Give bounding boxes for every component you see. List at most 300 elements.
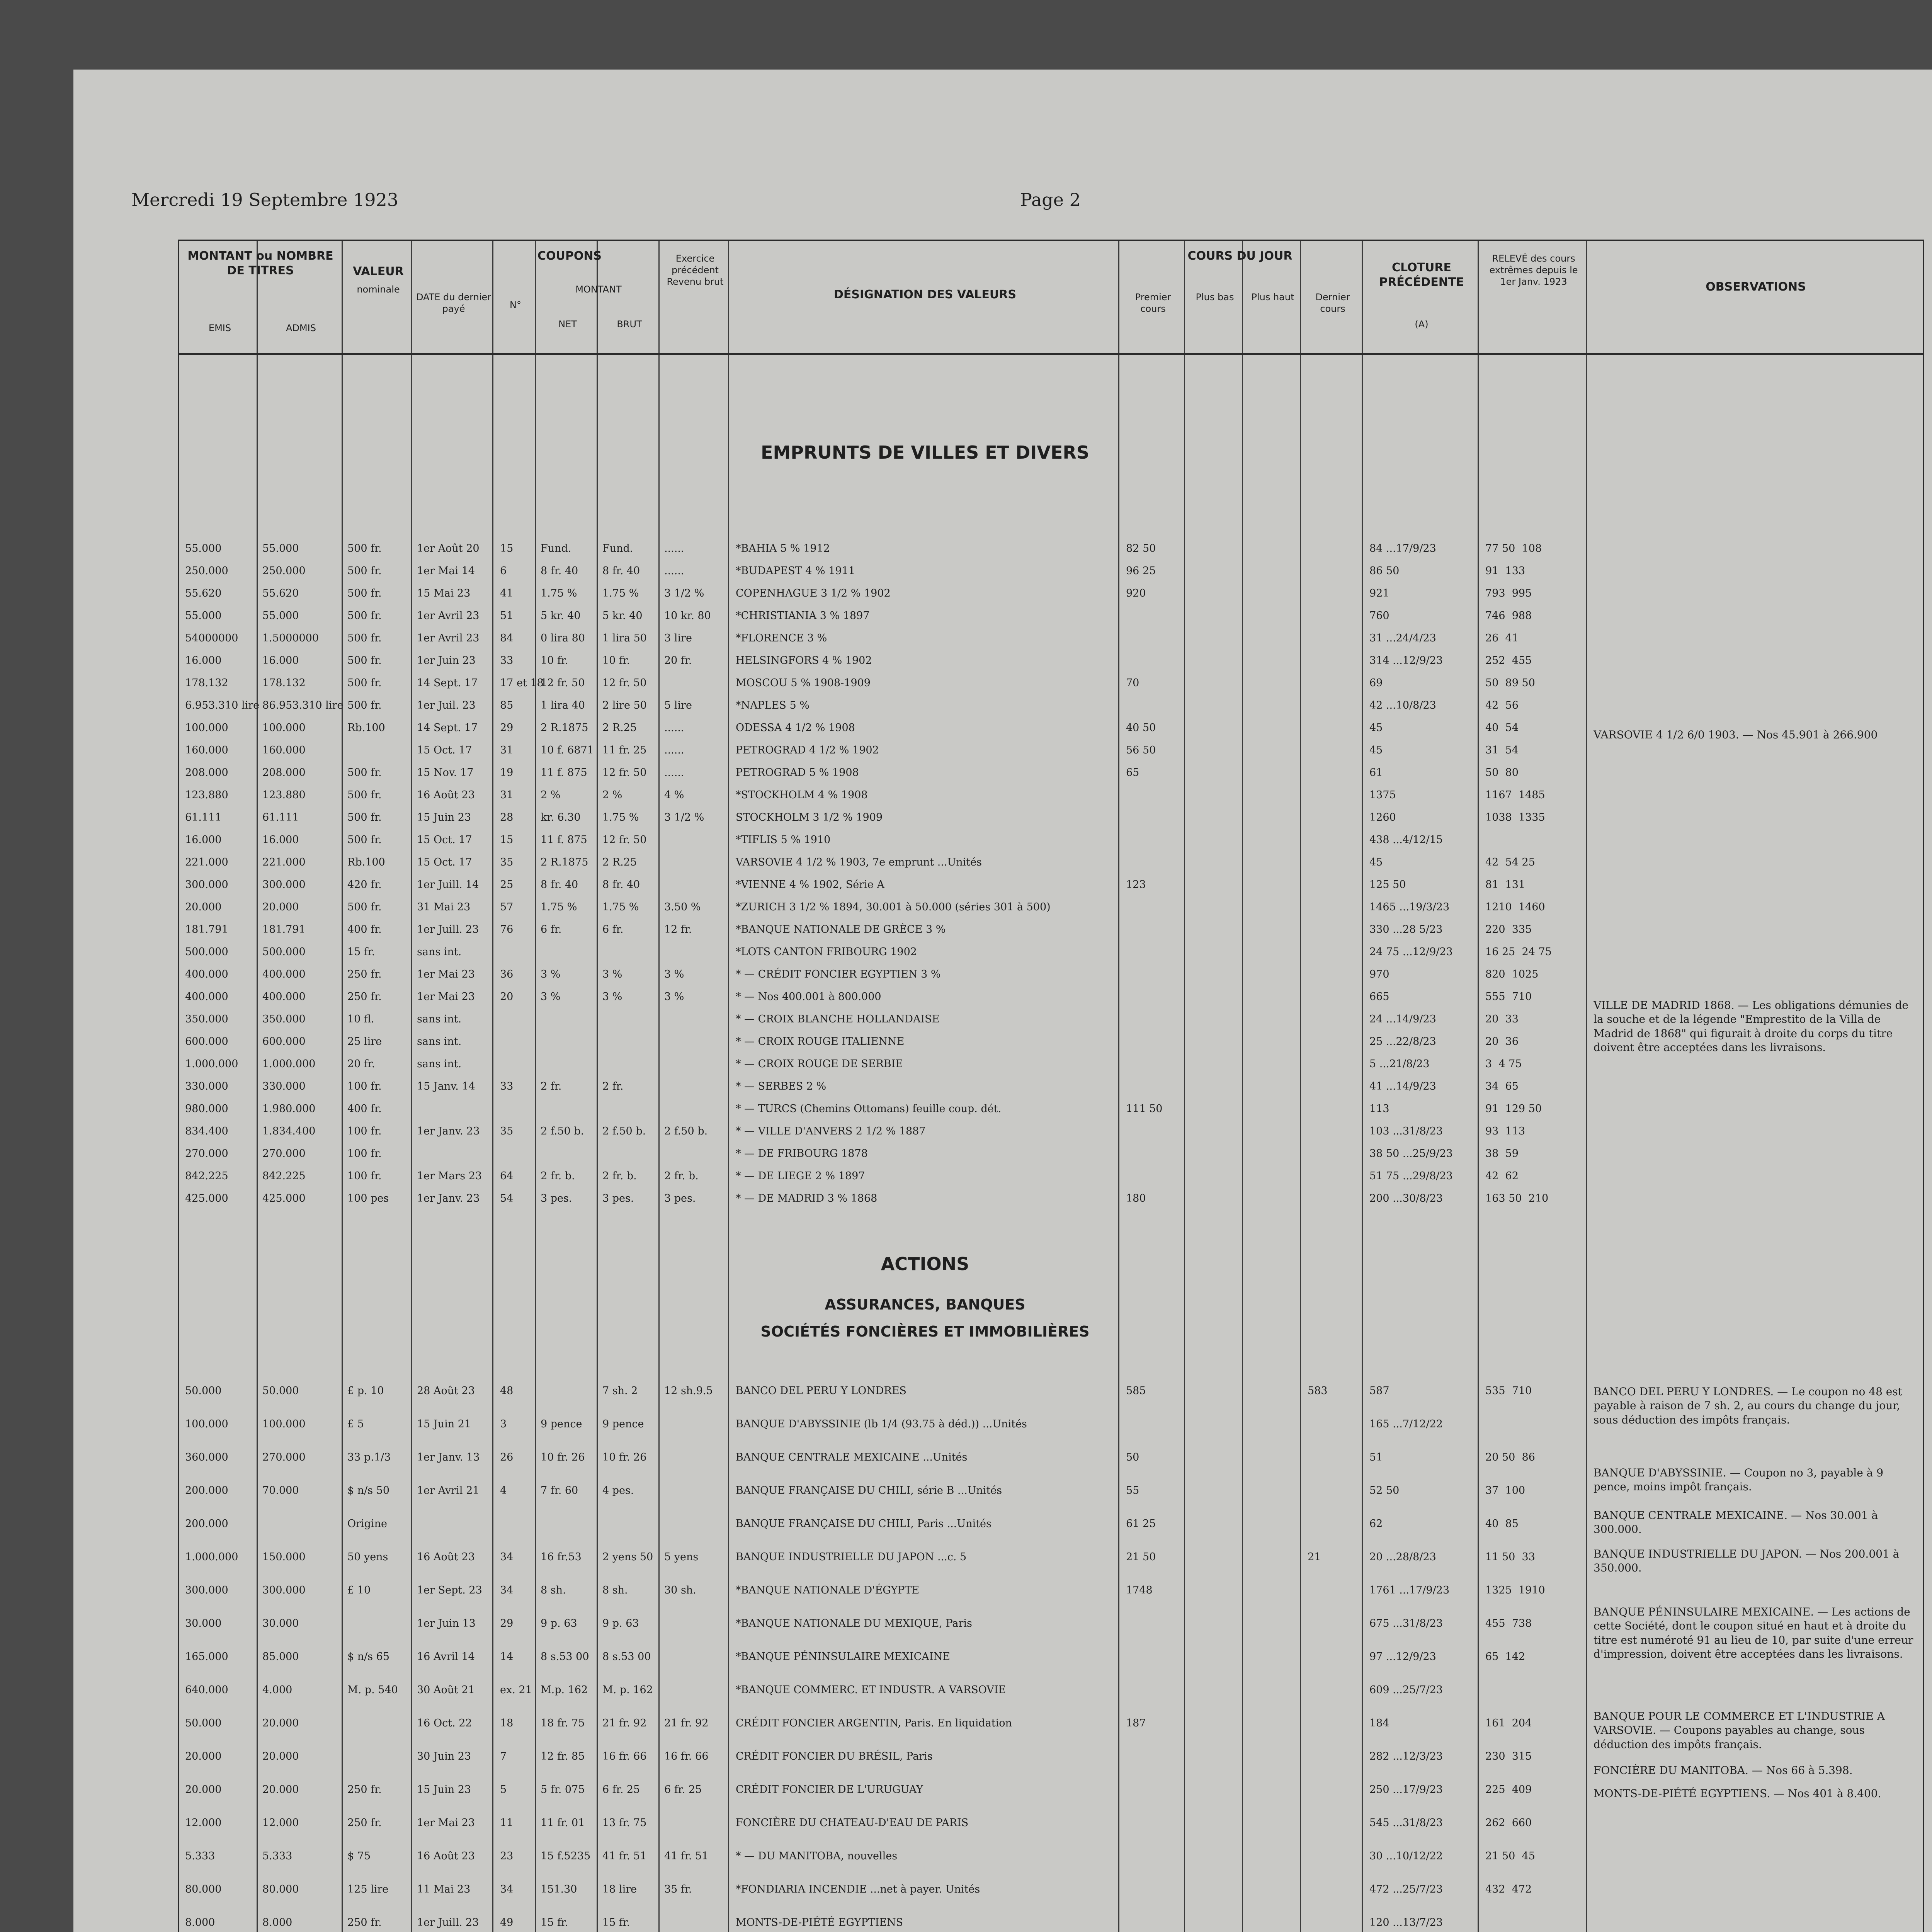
table-cell-date: 1er Mai 14	[417, 565, 475, 577]
table-cell-n: 11	[500, 1817, 514, 1829]
table-cell-date: 1er Juill. 23	[417, 1917, 479, 1929]
table-cell-emis: 980.000	[185, 1103, 228, 1115]
table-cell-emis: 250.000	[185, 565, 228, 577]
table-cell-emis: 640.000	[185, 1684, 228, 1696]
table-cell-date: 11 Mai 23	[417, 1883, 471, 1895]
table-cell-rel: 42 54 25	[1485, 856, 1535, 868]
table-cell-des: HELSINGFORS 4 % 1902	[736, 655, 872, 667]
table-cell-net: 5 fr. 075	[541, 1784, 585, 1796]
table-cell-des: *VIENNE 4 % 1902, Série A	[736, 879, 884, 891]
header-plus-haut: Plus haut	[1251, 292, 1294, 303]
table-cell-des: *BANQUE NATIONALE D'ÉGYPTE	[736, 1584, 920, 1596]
table-cell-date: 15 Oct. 17	[417, 856, 472, 868]
table-cell-date: 1er Avril 23	[417, 632, 480, 644]
table-cell-admis: 400.000	[262, 968, 306, 980]
table-cell-pc: 180	[1126, 1192, 1146, 1204]
table-cell-n: 28	[500, 811, 514, 823]
observation-note	[1594, 998, 1918, 1055]
table-cell-clo: 970	[1369, 968, 1389, 980]
table-cell-rel: 93 113	[1485, 1125, 1526, 1137]
table-cell-des: * — VILLE D'ANVERS 2 1/2 % 1887	[736, 1125, 926, 1137]
table-cell-des: *BANQUE NATIONALE DU MEXIQUE, Paris	[736, 1617, 972, 1629]
table-cell-net: 10 fr.	[541, 655, 568, 667]
table-cell-val: 500 fr.	[347, 901, 382, 913]
table-cell-brut: M. p. 162	[602, 1684, 653, 1696]
table-cell-des: * — DU MANITOBA, nouvelles	[736, 1850, 898, 1862]
table-cell-date: 15 Nov. 17	[417, 767, 474, 779]
table-cell-ex: 6 fr. 25	[664, 1784, 702, 1796]
table-cell-net: kr. 6.30	[541, 811, 581, 823]
table-cell-dc: 583	[1308, 1385, 1328, 1397]
table-cell-emis: 1.000.000	[185, 1058, 238, 1070]
header-plus-bas: Plus bas	[1196, 292, 1234, 303]
table-cell-ex: 3 %	[664, 968, 684, 980]
table-cell-date: 15 Mai 23	[417, 587, 471, 599]
table-cell-pc: 96 25	[1126, 565, 1156, 577]
table-cell-net: 0 lira 80	[541, 632, 585, 644]
col-rule	[535, 241, 536, 1932]
table-cell-val: 100 pes	[347, 1192, 389, 1204]
table-cell-ex: 2 f.50 b.	[664, 1125, 708, 1137]
table-cell-brut: 21 fr. 92	[602, 1717, 647, 1729]
header-premier: Premier cours	[1135, 292, 1171, 314]
table-cell-val: 33 p.1/3	[347, 1451, 391, 1463]
table-cell-clo: 84 ...17/9/23	[1369, 543, 1436, 554]
table-cell-clo: 38 50 ...25/9/23	[1369, 1148, 1453, 1160]
table-cell-emis: 360.000	[185, 1451, 228, 1463]
table-cell-pc: 123	[1126, 879, 1146, 891]
table-cell-emis: 30.000	[185, 1617, 222, 1629]
table-cell-date: 1er Mai 23	[417, 1817, 475, 1829]
table-cell-val: 500 fr.	[347, 789, 382, 801]
table-cell-n: 18	[500, 1717, 514, 1729]
table-cell-brut: 2 fr. b.	[602, 1170, 637, 1182]
table-cell-des: * — CROIX BLANCHE HOLLANDAISE	[736, 1013, 940, 1025]
table-cell-date: 28 Août 23	[417, 1385, 475, 1397]
header-emis: EMIS	[208, 323, 231, 333]
col-rule	[342, 241, 343, 1932]
table-cell-net: 2 %	[541, 789, 561, 801]
observation-title: BANCO DEL PERU Y LONDRES.	[1594, 1385, 1774, 1398]
observation-text: — Nos 200.001 à 350.000.	[1594, 1548, 1900, 1575]
table-cell-brut: 2 f.50 b.	[602, 1125, 646, 1137]
col-rule	[1118, 241, 1119, 1932]
table-cell-brut: 3 %	[602, 991, 622, 1003]
table-cell-brut: 10 fr. 26	[602, 1451, 647, 1463]
observation-text: — Nos 401 à 8.400.	[1770, 1787, 1881, 1800]
table-cell-pc: 40 50	[1126, 722, 1156, 734]
table-cell-admis: 20.000	[262, 1750, 299, 1762]
table-cell-date: 15 Oct. 17	[417, 744, 472, 756]
table-cell-brut: 12 fr. 50	[602, 677, 647, 689]
observation-note	[1594, 1509, 1918, 1537]
table-cell-date: 30 Juin 23	[417, 1750, 471, 1762]
table-cell-emis: 55.000	[185, 610, 222, 622]
table-cell-clo: 921	[1369, 587, 1389, 599]
table-cell-clo: 675 ...31/8/23	[1369, 1617, 1443, 1629]
observation-note	[1594, 728, 1918, 742]
table-cell-emis: 6.953.310 lire	[185, 699, 260, 711]
table-cell-ex: 3 1/2 %	[664, 811, 704, 823]
col-rule	[597, 241, 598, 1932]
table-cell-des: PETROGRAD 4 1/2 % 1902	[736, 744, 879, 756]
table-cell-pc: 65	[1126, 767, 1139, 779]
table-cell-des: BANQUE FRANÇAISE DU CHILI, Paris ...Unités	[736, 1518, 992, 1530]
table-cell-emis: 8.000	[185, 1917, 215, 1929]
col-rule	[658, 241, 660, 1932]
observation-text: — Le coupon no 48 est payable à raison de 7 sh. 2, au cours du change du jour, sous déduction des impôts français.	[1594, 1385, 1902, 1426]
table-cell-rel: 42 56	[1485, 699, 1519, 711]
table-cell-brut: 2 lire 50	[602, 699, 647, 711]
table-cell-emis: 5.333	[185, 1850, 215, 1862]
table-cell-n: ex. 21	[500, 1684, 532, 1696]
table-cell-date: 14 Sept. 17	[417, 677, 478, 689]
table-cell-ex: 2 fr. b.	[664, 1170, 699, 1182]
table-cell-brut: 7 sh. 2	[602, 1385, 638, 1397]
table-cell-net: Fund.	[541, 543, 571, 554]
table-cell-val: 100 fr.	[347, 1125, 382, 1137]
col-rule	[1184, 241, 1185, 1932]
table-cell-admis: 1.980.000	[262, 1103, 316, 1115]
table-cell-net: 15 fr.	[541, 1917, 568, 1929]
table-cell-clo: 61	[1369, 767, 1383, 779]
table-cell-brut: 1.75 %	[602, 587, 639, 599]
table-cell-val: 500 fr.	[347, 767, 382, 779]
table-cell-date: 15 Juin 23	[417, 1784, 471, 1796]
table-cell-admis: 30.000	[262, 1617, 299, 1629]
table-cell-n: 36	[500, 968, 514, 980]
table-cell-des: *STOCKHOLM 4 % 1908	[736, 789, 868, 801]
table-cell-rel: 37 100	[1485, 1485, 1526, 1497]
table-cell-val: £ p. 10	[347, 1385, 384, 1397]
table-cell-admis: 16.000	[262, 834, 299, 846]
table-cell-admis: 85.000	[262, 1651, 299, 1663]
table-cell-val: 500 fr.	[347, 811, 382, 823]
table-cell-clo: 24 75 ...12/9/23	[1369, 946, 1453, 958]
table-cell-date: 16 Août 23	[417, 789, 475, 801]
observation-title: BANQUE PÉNINSULAIRE MEXICAINE.	[1594, 1605, 1814, 1618]
table-cell-val: $ n/s 65	[347, 1651, 390, 1663]
table-cell-n: 85	[500, 699, 514, 711]
table-cell-rel: 262 660	[1485, 1817, 1532, 1829]
table-cell-des: COPENHAGUE 3 1/2 % 1902	[736, 587, 891, 599]
table-cell-val: 500 fr.	[347, 677, 382, 689]
table-cell-val: Origine	[347, 1518, 387, 1530]
table-cell-des: MONTS-DE-PIÉTÉ EGYPTIENS	[736, 1917, 903, 1929]
observation-note	[1594, 1764, 1918, 1777]
table-header	[179, 241, 1923, 355]
table-cell-net: 6 fr.	[541, 923, 562, 935]
table-cell-rel: 91 129 50	[1485, 1103, 1542, 1115]
table-cell-brut: Fund.	[602, 543, 633, 554]
table-cell-net: 10 f. 6871	[541, 744, 594, 756]
table-cell-val: 125 lire	[347, 1883, 389, 1895]
table-cell-n: 49	[500, 1917, 514, 1929]
table-cell-brut: 11 fr. 25	[602, 744, 647, 756]
table-cell-n: 15	[500, 543, 514, 554]
table-cell-clo: 31 ...24/4/23	[1369, 632, 1436, 644]
table-cell-val: 10 fl.	[347, 1013, 374, 1025]
table-cell-rel: 16 25 24 75	[1485, 946, 1552, 958]
table-cell-ex: 12 fr.	[664, 923, 692, 935]
table-cell-val: 500 fr.	[347, 565, 382, 577]
col-rule	[1586, 241, 1587, 1932]
table-cell-des: CRÉDIT FONCIER DU BRÉSIL, Paris	[736, 1750, 933, 1762]
table-cell-des: *CHRISTIANIA 3 % 1897	[736, 610, 870, 622]
table-cell-brut: 41 fr. 51	[602, 1850, 647, 1862]
table-cell-clo: 250 ...17/9/23	[1369, 1784, 1443, 1796]
observation-title: VARSOVIE 4 1/2 6/0 1903.	[1594, 728, 1739, 741]
table-cell-brut: 6 fr.	[602, 923, 624, 935]
header-montant-coupon: MONTANT	[575, 284, 622, 295]
table-cell-emis: 54000000	[185, 632, 238, 644]
table-cell-date: 14 Sept. 17	[417, 722, 478, 734]
table-cell-val: 400 fr.	[347, 923, 382, 935]
table-cell-clo: 45	[1369, 722, 1383, 734]
table-cell-admis: 5.333	[262, 1850, 293, 1862]
table-cell-rel: 38 59	[1485, 1148, 1519, 1160]
header-valeur: VALEUR	[353, 265, 404, 278]
observation-note	[1594, 1787, 1918, 1801]
table-cell-val: 500 fr.	[347, 699, 382, 711]
table-cell-n: 25	[500, 879, 514, 891]
table-cell-admis: 150.000	[262, 1551, 306, 1563]
table-cell-net: 1 lira 40	[541, 699, 585, 711]
table-cell-clo: 165 ...7/12/22	[1369, 1418, 1443, 1430]
table-cell-n: 31	[500, 744, 514, 756]
table-cell-n: 23	[500, 1850, 514, 1862]
table-cell-admis: 600.000	[262, 1036, 306, 1048]
table-cell-val: 400 fr.	[347, 1103, 382, 1115]
table-cell-n: 31	[500, 789, 514, 801]
table-cell-clo: 103 ...31/8/23	[1369, 1125, 1443, 1137]
table-cell-brut: 8 s.53 00	[602, 1651, 651, 1663]
table-cell-admis: 55.000	[262, 610, 299, 622]
table-cell-emis: 20.000	[185, 1750, 222, 1762]
table-cell-n: 33	[500, 1080, 514, 1092]
table-cell-net: 18 fr. 75	[541, 1717, 585, 1729]
table-cell-n: 20	[500, 991, 514, 1003]
table-cell-net: 2 R.1875	[541, 722, 588, 734]
table-cell-rel: 1167 1485	[1485, 789, 1545, 801]
header-coupons: COUPONS	[537, 249, 602, 263]
table-cell-clo: 62	[1369, 1518, 1383, 1530]
table-cell-n: 51	[500, 610, 514, 622]
section-title-assurances: ASSURANCES, BANQUES	[825, 1296, 1026, 1313]
table-cell-admis: 61.111	[262, 811, 299, 823]
table-cell-clo: 51 75 ...29/8/23	[1369, 1170, 1453, 1182]
table-cell-pc: 1748	[1126, 1584, 1153, 1596]
table-cell-clo: 120 ...13/7/23	[1369, 1917, 1443, 1929]
table-cell-des: *FLORENCE 3 %	[736, 632, 827, 644]
table-cell-clo: 51	[1369, 1451, 1383, 1463]
header-date: Mercredi 19 Septembre 1923	[131, 189, 399, 210]
table-cell-emis: 50.000	[185, 1385, 222, 1397]
table-cell-brut: 2 R.25	[602, 856, 637, 868]
table-cell-emis: 600.000	[185, 1036, 228, 1048]
table-cell-pc: 187	[1126, 1717, 1146, 1729]
observation-title: BANQUE INDUSTRIELLE DU JAPON.	[1594, 1548, 1802, 1560]
table-cell-n: 54	[500, 1192, 514, 1204]
table-cell-ex: ......	[664, 744, 684, 756]
table-cell-rel: 1038 1335	[1485, 811, 1545, 823]
table-cell-des: * — SERBES 2 %	[736, 1080, 827, 1092]
page-header	[131, 189, 1893, 213]
table-cell-rel: 746 988	[1485, 610, 1532, 622]
table-cell-clo: 25 ...22/8/23	[1369, 1036, 1436, 1048]
table-cell-n: 41	[500, 587, 514, 599]
table-cell-n: 35	[500, 1125, 514, 1137]
table-cell-brut: 2 %	[602, 789, 622, 801]
table-cell-clo: 45	[1369, 856, 1383, 868]
table-cell-val: $ n/s 50	[347, 1485, 390, 1497]
table-cell-admis: 330.000	[262, 1080, 306, 1092]
table-cell-n: 15	[500, 834, 514, 846]
table-cell-brut: 12 fr. 50	[602, 767, 647, 779]
table-cell-clo: 5 ...21/8/23	[1369, 1058, 1430, 1070]
col-rule	[492, 241, 493, 1932]
table-cell-n: 14	[500, 1651, 514, 1663]
table-cell-rel: 26 41	[1485, 632, 1519, 644]
table-cell-admis: 350.000	[262, 1013, 306, 1025]
table-cell-emis: 400.000	[185, 991, 228, 1003]
table-cell-brut: 9 pence	[602, 1418, 644, 1430]
table-cell-rel: 455 738	[1485, 1617, 1532, 1629]
observation-text: — Les obligations démunies de la souche et de la légende "Emprestito de la Villa de Madrid de 1868" qui figurait à droite du corps du titre doivent être acceptées dans les livraisons.	[1594, 999, 1908, 1054]
table-cell-des: *BANQUE COMMERC. ET INDUSTR. A VARSOVIE	[736, 1684, 1006, 1696]
table-cell-des: STOCKHOLM 3 1/2 % 1909	[736, 811, 883, 823]
table-cell-ex: 3 %	[664, 991, 684, 1003]
table-cell-date: sans int.	[417, 1058, 462, 1070]
table-cell-admis: 12.000	[262, 1817, 299, 1829]
table-cell-ex: 3 pes.	[664, 1192, 696, 1204]
header-admis: ADMIS	[286, 323, 316, 333]
table-cell-admis: 80.000	[262, 1883, 299, 1895]
table-cell-clo: 330 ...28 5/23	[1369, 923, 1443, 935]
table-cell-date: 15 Janv. 14	[417, 1080, 475, 1092]
table-cell-ex: 16 fr. 66	[664, 1750, 709, 1762]
table-cell-ex: 20 fr.	[664, 655, 692, 667]
table-cell-brut: 1.75 %	[602, 811, 639, 823]
table-cell-n: 6	[500, 565, 507, 577]
table-cell-n: 17 et 18	[500, 677, 544, 689]
table-cell-dc: 21	[1308, 1551, 1321, 1563]
table-cell-brut: 1 lira 50	[602, 632, 647, 644]
table-cell-admis: 425.000	[262, 1192, 306, 1204]
table-cell-n: 76	[500, 923, 514, 935]
table-cell-date: 1er Janv. 23	[417, 1192, 480, 1204]
table-cell-des: * — TURCS (Chemins Ottomans) feuille coup. dét.	[736, 1103, 1002, 1115]
table-cell-rel: 21 50 45	[1485, 1850, 1535, 1862]
header-exercice: Exercice précédent Revenu brut	[667, 253, 724, 287]
table-cell-clo: 665	[1369, 991, 1389, 1003]
table-cell-emis: 500.000	[185, 946, 228, 958]
table-cell-date: 1er Janv. 13	[417, 1451, 480, 1463]
table-cell-rel: 20 50 86	[1485, 1451, 1535, 1463]
table-cell-emis: 61.111	[185, 811, 222, 823]
table-cell-n: 26	[500, 1451, 514, 1463]
table-cell-admis: 400.000	[262, 991, 306, 1003]
table-cell-ex: 4 %	[664, 789, 684, 801]
table-cell-net: 9 p. 63	[541, 1617, 577, 1629]
table-cell-des: * — CROIX ROUGE DE SERBIE	[736, 1058, 903, 1070]
table-cell-n: 34	[500, 1584, 514, 1596]
observation-text: — Nos 66 à 5.398.	[1748, 1764, 1853, 1777]
table-cell-emis: 270.000	[185, 1148, 228, 1160]
table-cell-net: M.p. 162	[541, 1684, 588, 1696]
header-date-dernier: DATE du dernier payé	[416, 292, 492, 314]
table-cell-emis: 300.000	[185, 1584, 228, 1596]
header-net: NET	[558, 319, 577, 330]
table-cell-date: 15 Oct. 17	[417, 834, 472, 846]
table-cell-date: 31 Mai 23	[417, 901, 471, 913]
table-cell-date: 15 Juin 23	[417, 811, 471, 823]
table-cell-val: $ 75	[347, 1850, 371, 1862]
table-cell-emis: 200.000	[185, 1518, 228, 1530]
observation-text: — Nos 45.901 à 266.900	[1739, 728, 1878, 741]
table-cell-rel: 40 54	[1485, 722, 1519, 734]
table-cell-admis: 1.000.000	[262, 1058, 316, 1070]
table-cell-clo: 42 ...10/8/23	[1369, 699, 1436, 711]
section-title-actions: ACTIONS	[881, 1253, 969, 1274]
table-cell-net: 2 f.50 b.	[541, 1125, 584, 1137]
table-cell-pc: 70	[1126, 677, 1139, 689]
table-cell-clo: 69	[1369, 677, 1383, 689]
table-cell-emis: 1.000.000	[185, 1551, 238, 1563]
table-cell-ex: ......	[664, 767, 684, 779]
table-cell-rel: 230 315	[1485, 1750, 1532, 1762]
table-cell-des: * — DE FRIBOURG 1878	[736, 1148, 868, 1160]
table-cell-net: 8 s.53 00	[541, 1651, 589, 1663]
table-cell-ex: ......	[664, 722, 684, 734]
table-cell-net: 3 %	[541, 968, 561, 980]
table-cell-emis: 425.000	[185, 1192, 228, 1204]
table-cell-des: * — DE LIEGE 2 % 1897	[736, 1170, 865, 1182]
observation-title: MONTS-DE-PIÉTÉ EGYPTIENS.	[1594, 1787, 1770, 1800]
table-cell-rel: 20 36	[1485, 1036, 1519, 1048]
observation-text: — Les actions de cette Société, dont le coupon situé en haut et à droite du titre est numéroté 91 au lieu de 10, par suite d'une erreur d'impression, doivent être acceptées dans les livraisons.	[1594, 1605, 1913, 1661]
table-cell-des: *BAHIA 5 % 1912	[736, 543, 830, 554]
table-cell-des: * — CRÉDIT FONCIER EGYPTIEN 3 %	[736, 968, 941, 980]
table-cell-admis: 20.000	[262, 901, 299, 913]
table-cell-ex: ......	[664, 543, 684, 554]
table-cell-rel: 91 133	[1485, 565, 1526, 577]
table-cell-val: £ 5	[347, 1418, 364, 1430]
table-cell-n: 84	[500, 632, 514, 644]
table-cell-date: 16 Avril 14	[417, 1651, 475, 1663]
table-cell-clo: 200 ...30/8/23	[1369, 1192, 1443, 1204]
table-cell-net: 8 fr. 40	[541, 565, 578, 577]
table-cell-admis: 100.000	[262, 1418, 306, 1430]
table-cell-n: 29	[500, 722, 514, 734]
table-cell-net: 11 f. 875	[541, 767, 587, 779]
table-cell-clo: 20 ...28/8/23	[1369, 1551, 1436, 1563]
table-cell-clo: 314 ...12/9/23	[1369, 655, 1443, 667]
observation-title: FONCIÈRE DU MANITOBA.	[1594, 1764, 1748, 1777]
observation-title: BANQUE POUR LE COMMERCE ET L'INDUSTRIE A VARSOVIE.	[1594, 1710, 1885, 1737]
table-cell-ex: 12 sh.9.5	[664, 1385, 713, 1397]
table-cell-admis: 123.880	[262, 789, 306, 801]
table-cell-n: 48	[500, 1385, 514, 1397]
table-cell-des: BANCO DEL PERU Y LONDRES	[736, 1385, 907, 1397]
table-cell-clo: 438 ...4/12/15	[1369, 834, 1443, 846]
table-cell-n: 3	[500, 1418, 507, 1430]
table-cell-rel: 40 85	[1485, 1518, 1519, 1530]
table-cell-rel: 20 33	[1485, 1013, 1519, 1025]
table-cell-rel: 793 995	[1485, 587, 1532, 599]
observation-note	[1594, 1709, 1918, 1752]
table-cell-admis: 270.000	[262, 1148, 306, 1160]
